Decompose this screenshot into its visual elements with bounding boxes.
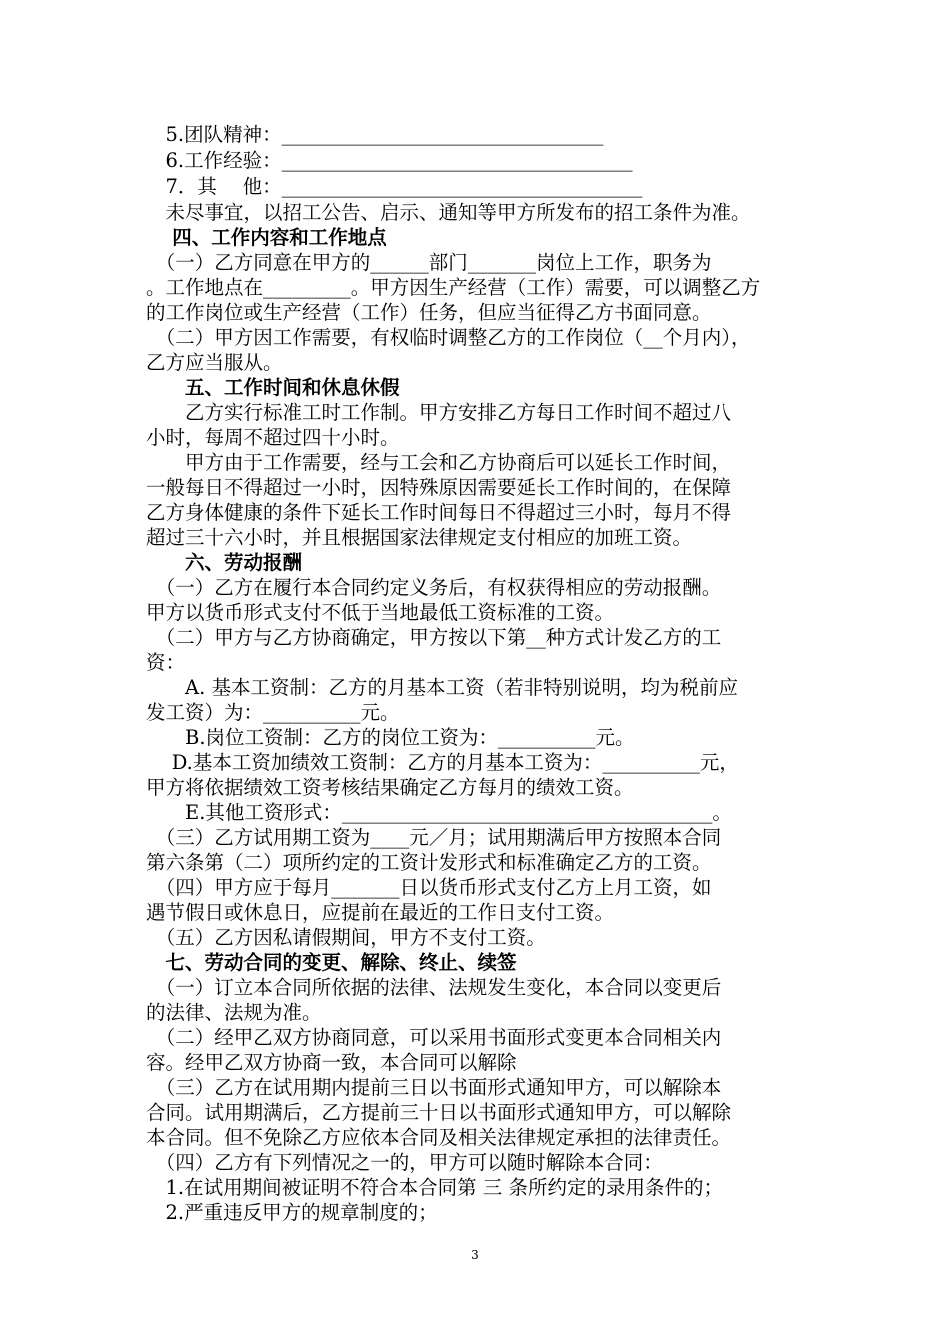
text-line: 2.严重违反甲方的规章制度的； bbox=[146, 1201, 438, 1224]
text-line: 第六条第（二）项所约定的工资计发形式和标准确定乙方的工资。 bbox=[146, 851, 712, 874]
text-line: 小时，每周不超过四十小时。 bbox=[146, 426, 400, 449]
section-heading: 七、劳动合同的变更、解除、终止、续签 bbox=[146, 951, 517, 974]
text-line: 资： bbox=[146, 651, 186, 674]
text-line: 乙方应当服从。 bbox=[146, 351, 283, 374]
text-line: D.基本工资加绩效工资制：乙方的月基本工资为：__________元， bbox=[146, 751, 739, 774]
text-line: （五）乙方因私请假期间，甲方不支付工资。 bbox=[146, 926, 546, 949]
text-line: 未尽事宜，以招工公告、启示、通知等甲方所发布的招工条件为准。 bbox=[146, 201, 751, 224]
text-line: 合同。试用期满后，乙方提前三十日以书面形式通知甲方，可以解除 bbox=[146, 1101, 732, 1124]
section-heading: 五、工作时间和休息休假 bbox=[146, 376, 400, 399]
text-line: （一）乙方同意在甲方的______部门_______岗位上工作，职务为 bbox=[146, 251, 712, 274]
text-line: A. 基本工资制：乙方的月基本工资（若非特别说明，均为税前应 bbox=[146, 676, 738, 699]
text-line: 6.工作经验：____________________________________ bbox=[146, 149, 633, 172]
section-heading: 四、工作内容和工作地点 bbox=[146, 226, 387, 249]
page-number: 3 bbox=[471, 1248, 479, 1262]
text-line: （四）乙方有下列情况之一的，甲方可以随时解除本合同： bbox=[146, 1151, 663, 1174]
text-line: （四）甲方应于每月_______日以货币形式支付乙方上月工资，如 bbox=[146, 876, 712, 899]
text-line: 5.团队精神：_________________________________ bbox=[146, 123, 604, 146]
text-line: 乙方实行标准工时工作制。甲方安排乙方每日工作时间不超过八 bbox=[146, 401, 732, 424]
text-line: （一）订立本合同所依据的法律、法规发生变化，本合同以变更后 bbox=[146, 976, 722, 999]
text-line: 一般每日不得超过一小时，因特殊原因需要延长工作时间的，在保障 bbox=[146, 476, 732, 499]
text-line: 1.在试用期间被证明不符合本合同第 三 条所约定的录用条件的； bbox=[146, 1176, 724, 1199]
text-line: 乙方身体健康的条件下延长工作时间每日不得超过三小时，每月不得 bbox=[146, 501, 732, 524]
text-line: 7．其 他：_____________________________________ bbox=[146, 175, 643, 198]
text-line: B.岗位工资制：乙方的岗位工资为：__________元。 bbox=[146, 726, 635, 749]
text-line: 的法律、法规为准。 bbox=[146, 1001, 322, 1024]
text-line: （二）经甲乙双方协商同意，可以采用书面形式变更本合同相关内 bbox=[146, 1026, 722, 1049]
text-line: 容。经甲乙双方协商一致，本合同可以解除 bbox=[146, 1051, 517, 1074]
text-line: （一）乙方在履行本合同约定义务后，有权获得相应的劳动报酬。 bbox=[146, 576, 722, 599]
text-line: 甲方由于工作需要，经与工会和乙方协商后可以延长工作时间， bbox=[146, 451, 732, 474]
text-line: （三）乙方试用期工资为____元／月；试用期满后甲方按照本合同 bbox=[146, 826, 722, 849]
text-line: 。工作地点在_________。甲方因生产经营（工作）需要，可以调整乙方 bbox=[146, 276, 761, 299]
text-line: 发工资）为：__________元。 bbox=[146, 701, 400, 724]
text-line: 的工作岗位或生产经营（工作）任务，但应当征得乙方书面同意。 bbox=[146, 301, 712, 324]
text-line: 超过三十六小时，并且根据国家法律规定支付相应的加班工资。 bbox=[146, 526, 693, 549]
section-heading: 六、劳动报酬 bbox=[146, 551, 303, 574]
text-line: 本合同。但不免除乙方应依本合同及相关法律规定承担的法律责任。 bbox=[146, 1126, 732, 1149]
text-line: （三）乙方在试用期内提前三日以书面形式通知甲方，可以解除本 bbox=[146, 1076, 722, 1099]
text-line: 遇节假日或休息日，应提前在最近的工作日支付工资。 bbox=[146, 901, 615, 924]
text-line: 甲方以货币形式支付不低于当地最低工资标准的工资。 bbox=[146, 601, 615, 624]
text-line: 甲方将依据绩效工资考核结果确定乙方每月的绩效工资。 bbox=[146, 776, 634, 799]
text-line: （二）甲方因工作需要，有权临时调整乙方的工作岗位（__个月内）， bbox=[146, 326, 751, 349]
text-line: E.其他工资形式：______________________________________。 bbox=[146, 801, 732, 824]
text-line: （二）甲方与乙方协商确定，甲方按以下第__种方式计发乙方的工 bbox=[146, 626, 722, 649]
